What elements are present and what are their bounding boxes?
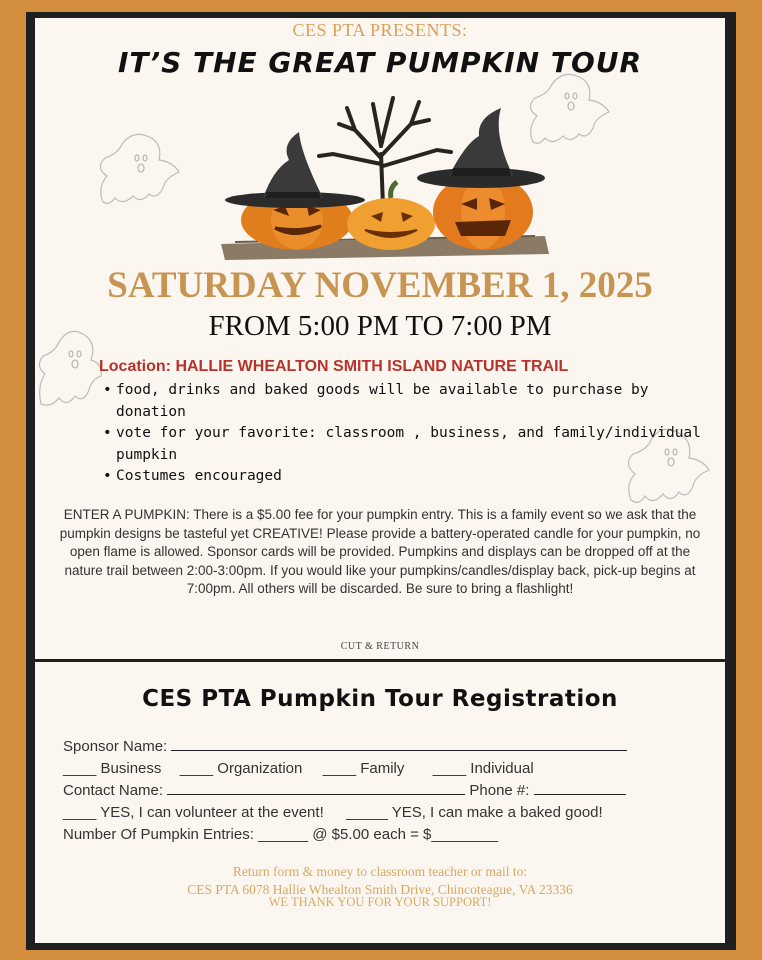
entries-field[interactable]: Number Of Pumpkin Entries: ______ @ $5.00 each = $________: [63, 826, 499, 843]
individual-option[interactable]: ____ Individual: [432, 760, 534, 777]
organization-option[interactable]: ____ Organization: [179, 760, 303, 777]
sponsor-label: Sponsor Name:: [63, 738, 168, 755]
ghost-icon: [93, 128, 185, 206]
family-option[interactable]: ____ Family: [322, 760, 405, 777]
phone-field[interactable]: [534, 782, 626, 795]
sponsor-name-field[interactable]: [171, 738, 627, 751]
thank-you-line: WE THANK YOU FOR YOUR SUPPORT!: [268, 895, 492, 909]
event-time: FROM 5:00 PM TO 7:00 PM: [208, 310, 552, 342]
list-item: • Costumes encouraged: [103, 466, 703, 488]
list-item: • vote for your favorite: classroom , business, and family/individual pumpkin: [103, 423, 703, 466]
tree-icon: [319, 98, 451, 206]
sponsor-row: [63, 738, 627, 755]
volunteer-row: [63, 804, 603, 821]
presents-label: CES PTA PRESENTS:: [292, 20, 468, 40]
entries-row: [63, 826, 498, 843]
flyer: [35, 18, 725, 943]
cut-divider: [35, 659, 725, 662]
event-date: SATURDAY NOVEMBER 1, 2025: [107, 265, 653, 306]
page-title: IT’S THE GREAT PUMPKIN TOUR: [117, 46, 643, 79]
list-item: • food, drinks and baked goods will be available to purchase by donation: [103, 380, 703, 423]
return-instructions: Return form & money to classroom teacher or mail to:: [232, 864, 528, 879]
cut-return-label: CUT & RETURN: [340, 641, 420, 652]
contact-label: Contact Name:: [63, 782, 164, 799]
phone-label: Phone #:: [469, 782, 530, 799]
witch-hat-icon: [417, 108, 545, 188]
mailing-address: CES PTA 6078 Hallie Whealton Smith Drive, Chincoteague, VA 23336: [187, 882, 573, 897]
event-details-list: [103, 380, 703, 488]
entry-instructions: ENTER A PUMPKIN: There is a $5.00 fee for your pumpkin entry. This is a family event so we ask that the pumpkin designs be tasteful yet CREATIVE! Please provide a battery-operated candle for your pumpkin, no open flame is allowed. Sponsor cards will be provided. Pumpkins and displays can be dropped off at the nature trail between 2:00-3:00pm. If you would like your pumpkins/candles/display back, pick-up begins at 7:00pm. All others will be discarded. Be sure to bring a flashlight!: [59, 507, 701, 597]
business-option[interactable]: ____ Business: [63, 760, 162, 777]
registration-title: CES PTA Pumpkin Tour Registration: [142, 686, 618, 712]
baked-good-option[interactable]: _____ YES, I can make a baked good!: [346, 804, 603, 821]
contact-name-field[interactable]: [167, 782, 465, 795]
volunteer-option[interactable]: ____ YES, I can volunteer at the event!: [63, 804, 324, 821]
contact-row: [63, 782, 626, 799]
sponsor-type-row: [63, 760, 534, 777]
event-location: Location: HALLIE WHEALTON SMITH ISLAND NATURE TRAIL: [99, 358, 569, 375]
pumpkin-illustration: [215, 94, 555, 262]
witch-hat-icon: [225, 132, 365, 208]
